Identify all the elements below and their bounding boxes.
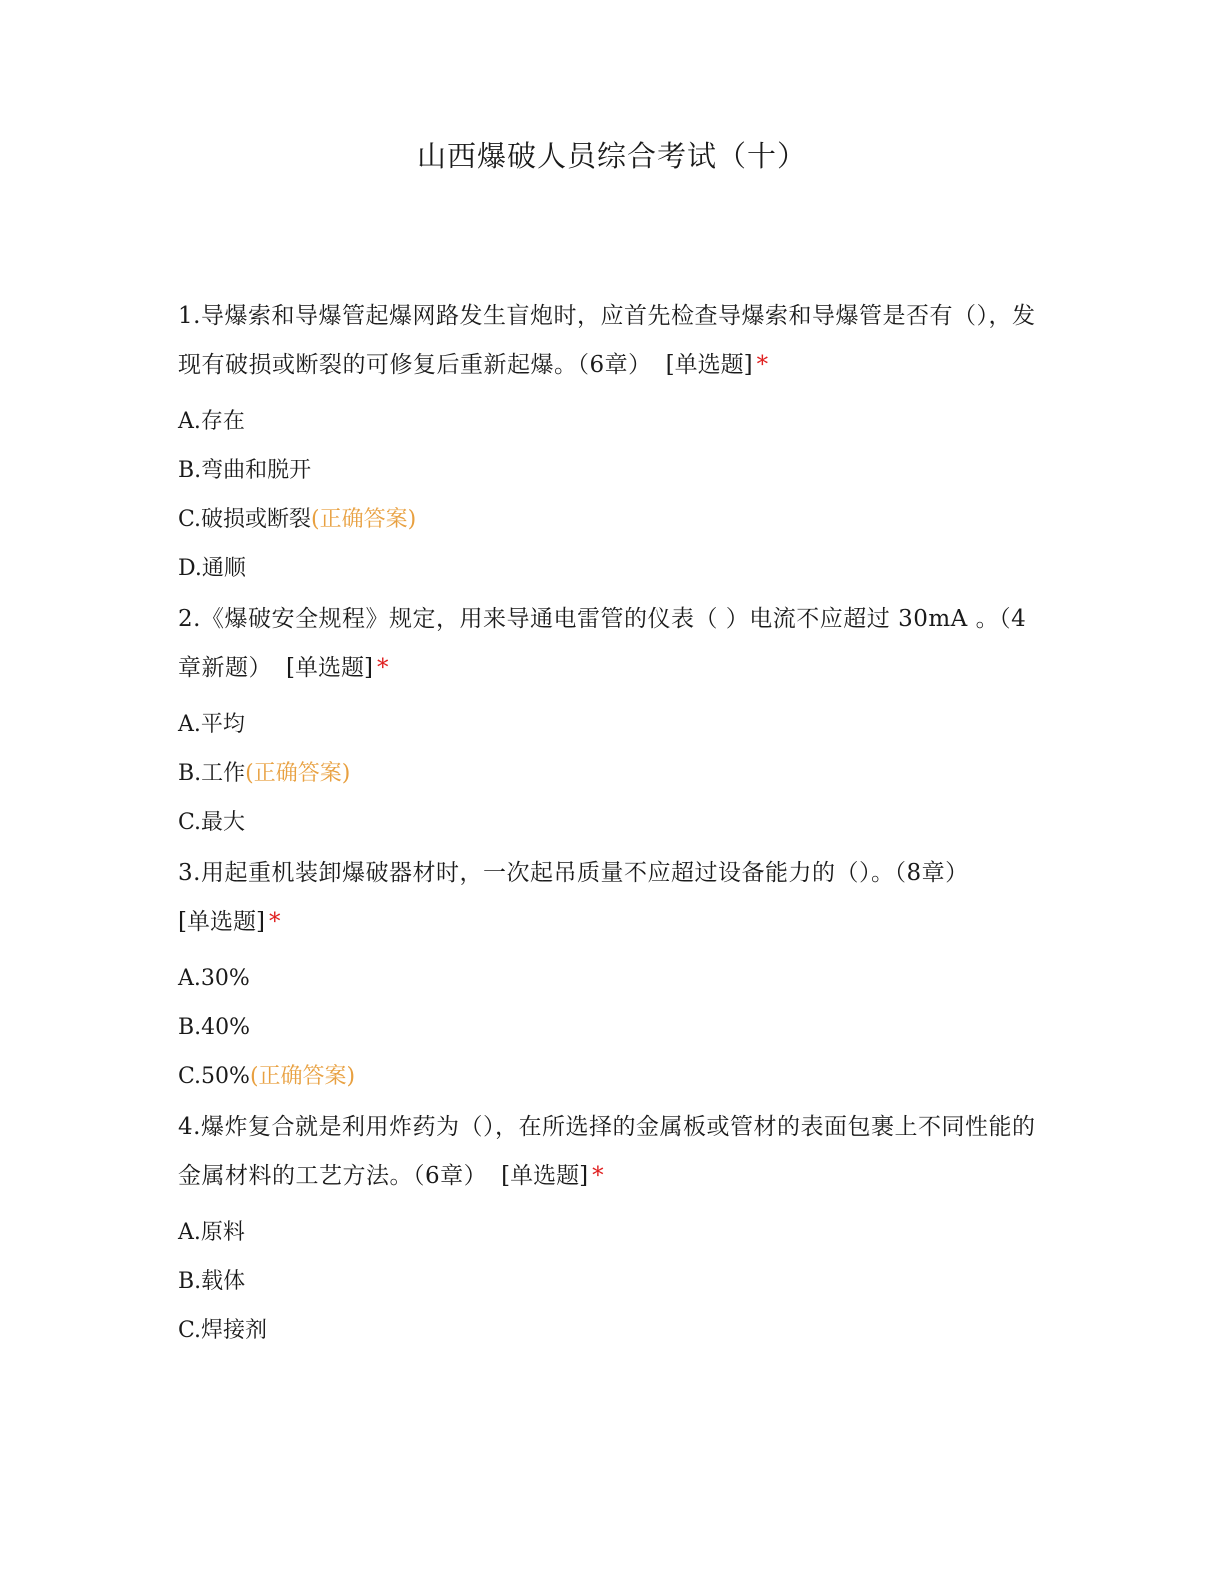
question-block bbox=[178, 1103, 1038, 1355]
correct-answer-mark: (正确答案) bbox=[311, 507, 417, 532]
option-text: C.50% bbox=[178, 1064, 250, 1089]
question-type-tag: [单选题] bbox=[665, 352, 753, 378]
page-title: 山西爆破人员综合考试（十） bbox=[416, 139, 807, 173]
option-item bbox=[178, 397, 1038, 446]
question-block bbox=[178, 849, 1038, 1101]
option-item bbox=[178, 1003, 1038, 1052]
option-item bbox=[178, 495, 1038, 544]
option-text: C.最大 bbox=[178, 810, 246, 835]
question-stem bbox=[178, 292, 1038, 390]
option-item bbox=[178, 798, 1038, 847]
option-text: A.平均 bbox=[178, 712, 245, 737]
correct-answer-mark: (正确答案) bbox=[245, 761, 351, 786]
option-text: C.焊接剂 bbox=[178, 1318, 268, 1343]
question-block bbox=[178, 595, 1038, 847]
option-text: A.30% bbox=[178, 966, 250, 991]
required-star: * bbox=[592, 1163, 604, 1189]
option-item bbox=[178, 1052, 1038, 1101]
option-item bbox=[178, 700, 1038, 749]
required-star: * bbox=[376, 655, 389, 681]
option-item bbox=[178, 446, 1038, 495]
option-item bbox=[178, 1257, 1038, 1306]
option-item bbox=[178, 954, 1038, 1003]
option-text: C.破损或断裂 bbox=[178, 507, 312, 532]
question-text: 1.导爆索和导爆管起爆网路发生盲炮时，应首先检查导爆索和导爆管是否有（），发现有破损或断裂的可修复后重新起爆。（6章） bbox=[178, 303, 1036, 378]
correct-answer-mark: (正确答案) bbox=[249, 1064, 356, 1089]
option-text: B.载体 bbox=[178, 1269, 246, 1294]
required-star: * bbox=[268, 909, 281, 935]
question-list bbox=[178, 292, 1038, 1357]
question-text: 3.用起重机装卸爆破器材时，一次起吊质量不应超过设备能力的（）。（8章） bbox=[178, 860, 969, 886]
option-item bbox=[178, 749, 1038, 798]
option-item bbox=[178, 1306, 1038, 1355]
question-stem bbox=[178, 849, 1038, 947]
option-text: A.原料 bbox=[178, 1220, 245, 1245]
option-text: B.工作 bbox=[178, 761, 246, 786]
option-text: D.通顺 bbox=[178, 556, 246, 581]
question-stem bbox=[178, 595, 1038, 693]
option-text: B.弯曲和脱开 bbox=[178, 458, 312, 483]
required-star: * bbox=[756, 352, 769, 378]
option-text: B.40% bbox=[178, 1015, 251, 1040]
option-item bbox=[178, 544, 1038, 593]
question-text: 4.爆炸复合就是利用炸药为（），在所选择的金属板或管材的表面包裹上不同性能的金属材料的工艺方法。（6章） bbox=[178, 1114, 1036, 1189]
option-text: A.存在 bbox=[178, 409, 245, 434]
question-text: 2.《爆破安全规程》规定，用来导通电雷管的仪表（ ）电流不应超过 30mA 。（4章新题） bbox=[178, 606, 1027, 681]
question-block bbox=[178, 292, 1038, 593]
question-stem bbox=[178, 1103, 1038, 1201]
option-item bbox=[178, 1208, 1038, 1257]
question-type-tag: [单选题] bbox=[286, 655, 373, 681]
question-type-tag: [单选题] bbox=[501, 1163, 589, 1189]
question-type-tag: [单选题] bbox=[178, 909, 265, 935]
